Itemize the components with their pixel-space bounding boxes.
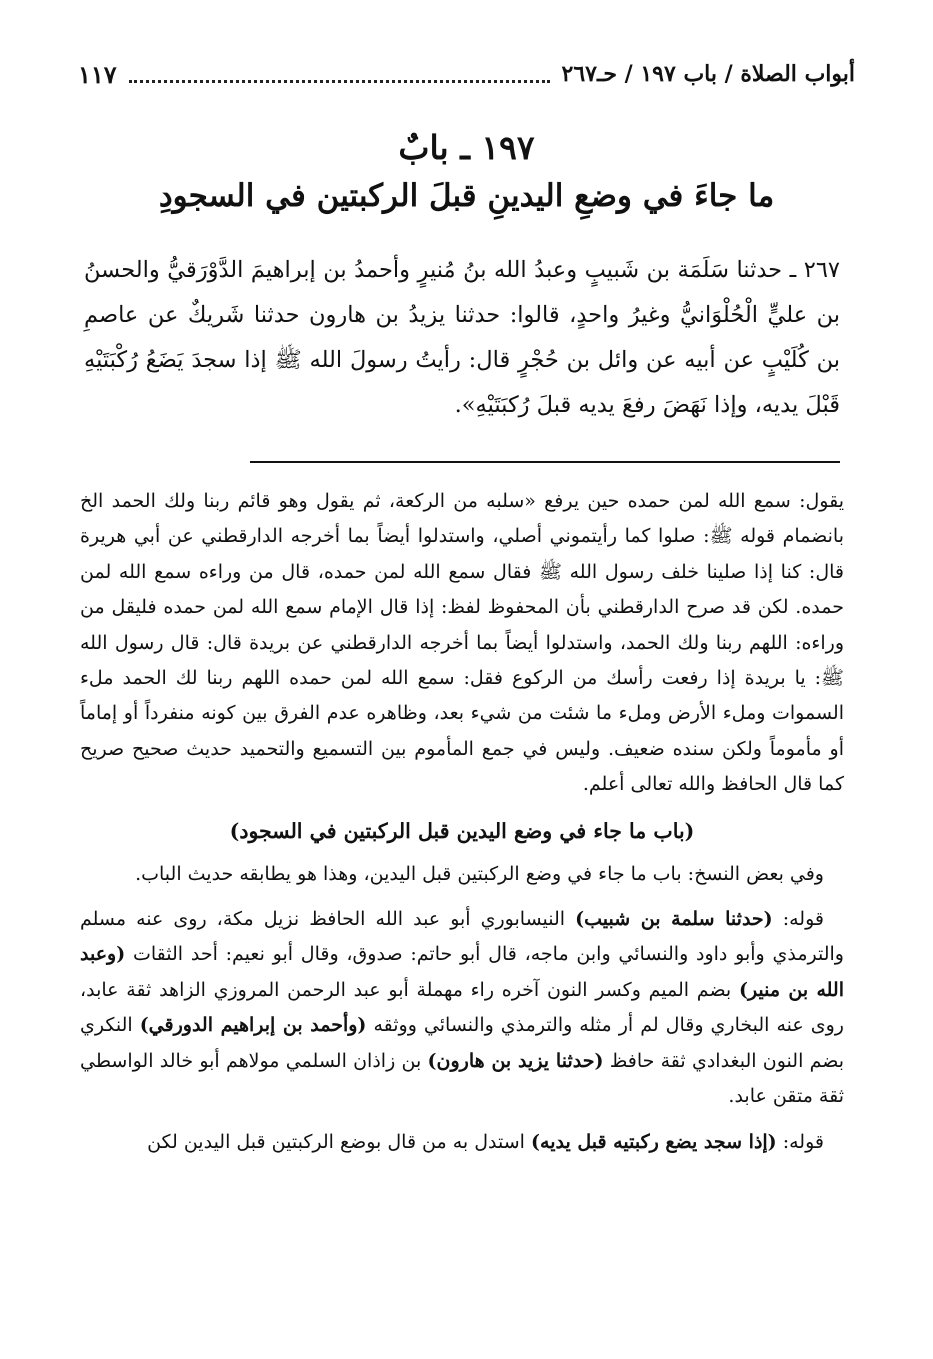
commentary-paragraph-1: يقول: سمع الله لمن حمده حين يرفع «سلبه من الركعة، ثم يقول وهو قائم ربنا ولك الحمد الخ بانضمام قوله ﷺ: صلوا كما رأيتموني أصلي، واستدلوا أيضاً بما أخرجه الدارقطني عن أبي هريرة قال: كنا إذا صلينا خلف رسول الله ﷺ فقال سمع الله لمن حمده، قال من وراءه سمع الله لمن حمده. لكن قد صرح الدارقطني بأن المحفوظ لفظ: إذا قال الإمام سمع الله لمن حمده فليقل من وراءه: اللهم ربنا ولك الحمد، واستدلوا أيضاً بما أخرجه الدارقطني عن بريدة قال: قال رسول الله ﷺ: يا بريدة إذا رفعت رأسك من الركوع فقل: سمع الله لمن حمده اللهم ربنا لك الحمد ملء السموات وملء الأرض وملء ما شئت من شيء بعد، وظاهره عدم الفرق بين كونه منفرداً أو إماماً أو مأموماً ولكن سنده ضعيف. وليس في جمع المأموم بين التسميع والتحميد حديث صحيح صريح كما قال الحافظ والله تعالى أعلم.: [80, 490, 844, 796]
p3-text-4: بن زاذان السلمي مولاهم أبو خالد الواسطي ثقة متقن عابد.: [80, 1049, 844, 1108]
p4-lead: قوله:: [776, 1130, 824, 1153]
commentary-paragraph-3: [80, 902, 844, 1114]
running-title: أبواب الصلاة / باب ١٩٧ / حـ٢٦٧: [561, 61, 855, 87]
chapter-title: ما جاءَ في وضعِ اليدينِ قبلَ الركبتين في السجودِ: [158, 178, 775, 214]
p3-text-2: بضم الميم وكسر النون آخره راء مهملة أبو عبد الرحمن المروزي الزاهد ثقة عابد، روى عنه البخاري وقال لم أر مثله والترمذي والنسائي ووثقه: [80, 978, 844, 1037]
p3-narrator-4: (حدثنا يزيد بن هارون): [427, 1049, 604, 1072]
section-heading: (باب ما جاء في وضع اليدين قبل الركبتين في السجود): [229, 818, 695, 843]
page-number: ١١٧: [78, 59, 117, 89]
p3-narrator-3: (وأحمد بن إبراهيم الدورقي): [139, 1014, 367, 1037]
p3-text-3: النكري بضم النون البغدادي ثقة حافظ: [80, 1014, 845, 1072]
hadith-text: [84, 248, 840, 428]
p4-quote: (إذا سجد يضع ركبتيه قبل يديه): [531, 1130, 777, 1153]
footnote-divider: [250, 461, 840, 463]
p3-narrator-2: (وعبد الله بن منير): [80, 943, 844, 1001]
p3-text-1: النيسابوري أبو عبد الله الحافظ نزيل مكة، روى عنه مسلم والترمذي وأبو داود والنسائي وابن ماجه، قال أبو حاتم: صدوق، وقال أبو نعيم: أحد الثقات: [80, 908, 844, 966]
leader-dots: [129, 66, 550, 83]
chapter-number: ١٩٧ ـ بابٌ: [398, 128, 535, 167]
p3-narrator-1: (حدثنا سلمة بن شبيب): [575, 908, 773, 931]
p3-lead: قوله:: [772, 908, 824, 931]
commentary-paragraph-4: [80, 1125, 844, 1160]
hadith-paragraph: ٢٦٧ ـ حدثنا سَلَمَة بن شَبيبٍ وعبدُ الله بنُ مُنيرٍ وأحمدُ بن إبراهيمَ الدَّوْرَقيُّ والحسنُ بن عليٍّ الْحُلْوَانيُّ وغيرُ واحدٍ، قالوا: حدثنا يزيدُ بن هارون حدثنا شَريكٌ عن عاصمِ بن كُلَيْبٍ عن أبيه عن وائل بن حُجْرٍ قال: رأيتُ رسولَ الله ﷺ إذا سجدَ يَضَعُ رُكْبَتَيْهِ قَبْلَ يديه، وإذا نَهَضَ رفعَ يديه قبلَ رُكبَتَيْهِ».: [84, 257, 840, 418]
commentary-paragraph-2: وفي بعض النسخ: باب ما جاء في وضع الركبتين قبل اليدين، وهذا هو يطابقه حديث الباب.: [135, 862, 824, 885]
commentary: [80, 484, 844, 1160]
p4-text: استدل به من قال بوضع الركبتين قبل اليدين لكن: [147, 1130, 532, 1153]
running-header: [78, 56, 855, 92]
